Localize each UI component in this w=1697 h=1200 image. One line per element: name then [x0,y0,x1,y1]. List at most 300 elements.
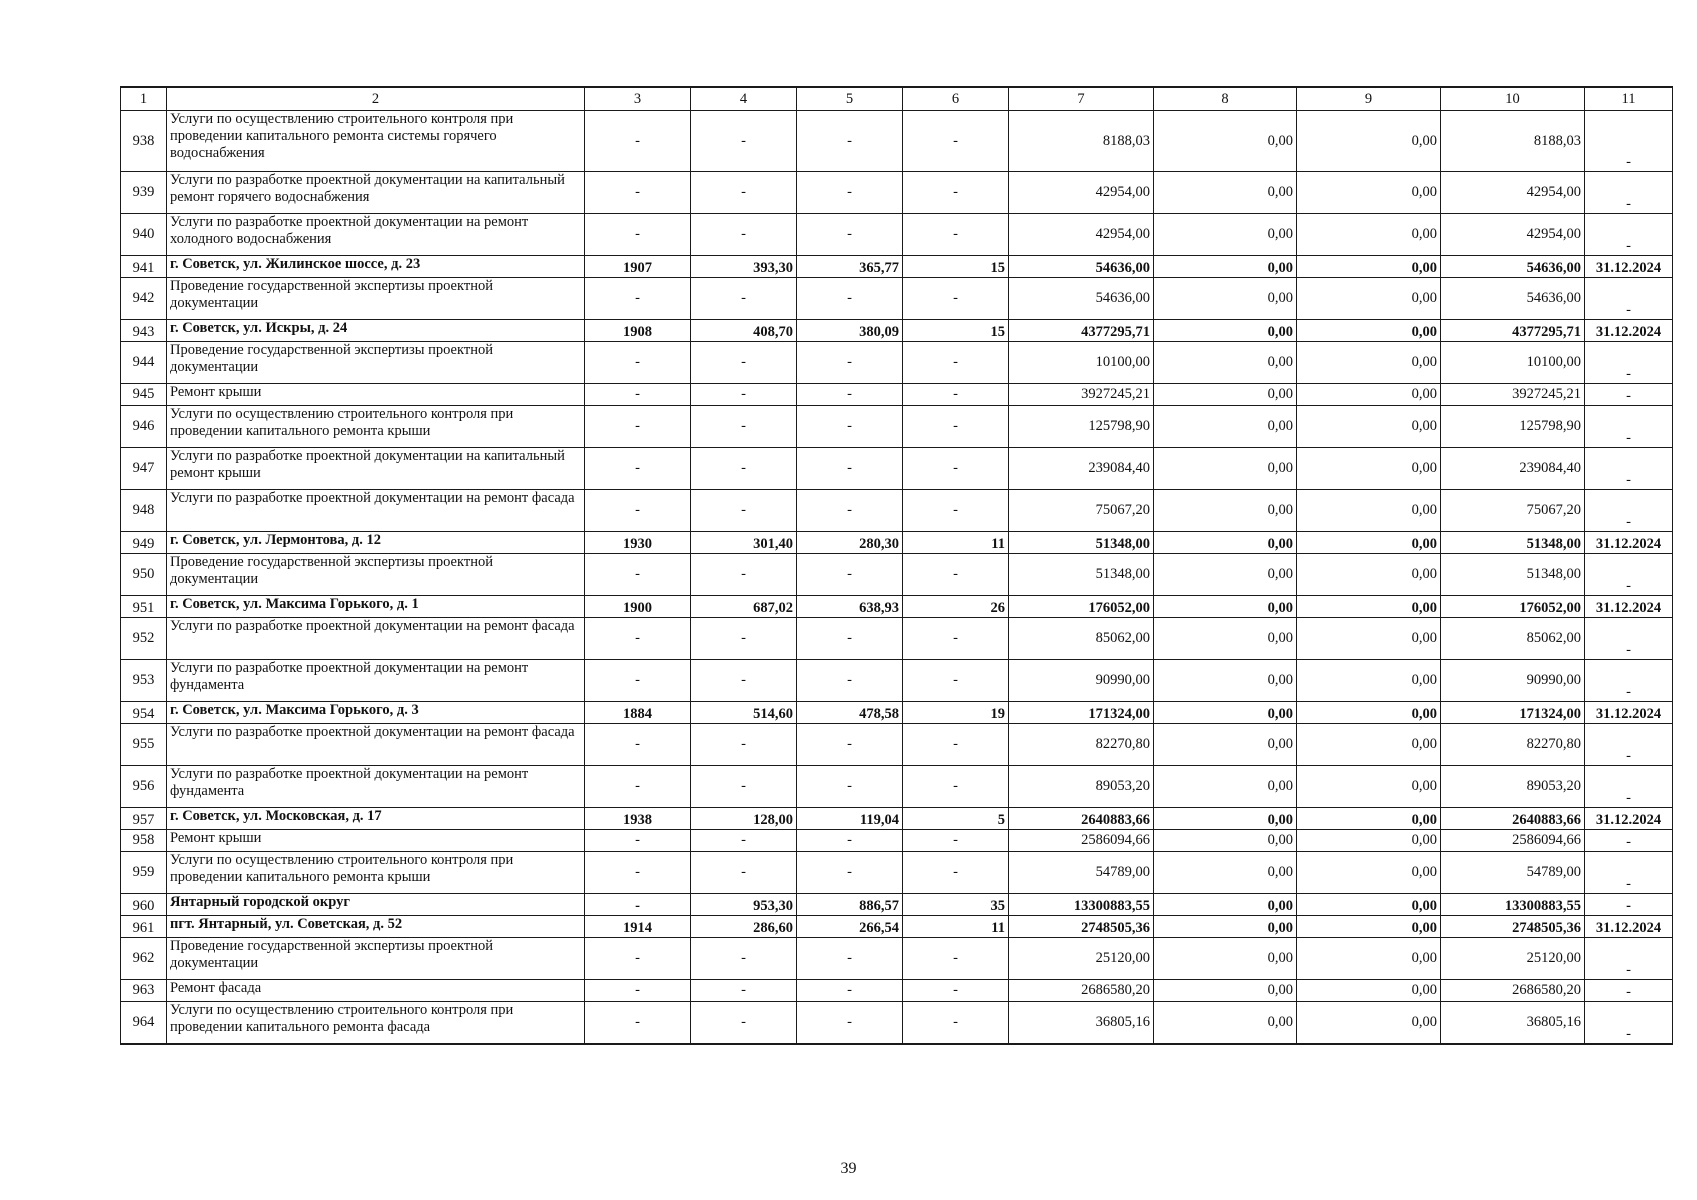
col-7-cell: 3927245,21 [1009,384,1154,406]
item-name-cell: Янтарный городской округ [167,894,585,916]
col-6-cell: 15 [903,320,1009,342]
col-10-cell: 125798,90 [1441,406,1585,448]
col-9-cell: 0,00 [1297,490,1441,532]
table-row [121,320,1673,342]
col-8-cell: 0,00 [1154,342,1297,384]
column-header: 5 [797,87,903,111]
item-name-cell: Услуги по осуществлению строительного контроля при проведении капитального ремонта крыши [167,852,585,894]
col-9-cell: 0,00 [1297,172,1441,214]
table-row [121,852,1673,894]
col-10-cell: 25120,00 [1441,938,1585,980]
col-9-cell: 0,00 [1297,894,1441,916]
col-9-cell: 0,00 [1297,406,1441,448]
col-3-cell: 1908 [585,320,691,342]
capital-repair-table [120,86,1673,1045]
col-5-cell: - [797,490,903,532]
col-8-cell: 0,00 [1154,1002,1297,1045]
col-8-cell: 0,00 [1154,660,1297,702]
item-name-cell: г. Советск, ул. Московская, д. 17 [167,808,585,830]
col-3-cell: 1900 [585,596,691,618]
col-6-cell: - [903,1002,1009,1045]
col-7-cell: 2586094,66 [1009,830,1154,852]
item-name-cell: Услуги по разработке проектной документации на ремонт фундамента [167,766,585,808]
col-5-cell: - [797,384,903,406]
col-5-cell: - [797,980,903,1002]
col-11-cell: - [1585,852,1673,894]
col-8-cell: 0,00 [1154,618,1297,660]
col-10-cell: 89053,20 [1441,766,1585,808]
col-4-cell: - [691,172,797,214]
col-9-cell: 0,00 [1297,980,1441,1002]
col-9-cell: 0,00 [1297,938,1441,980]
column-header: 4 [691,87,797,111]
col-9-cell: 0,00 [1297,702,1441,724]
col-4-cell: - [691,448,797,490]
col-5-cell: - [797,660,903,702]
col-8-cell: 0,00 [1154,894,1297,916]
item-name-cell: Услуги по разработке проектной документации на капитальный ремонт крыши [167,448,585,490]
col-7-cell: 4377295,71 [1009,320,1154,342]
col-6-cell: - [903,852,1009,894]
table-row [121,938,1673,980]
table-row [121,1002,1673,1045]
col-3-cell: - [585,384,691,406]
col-3-cell: - [585,660,691,702]
row-number-cell: 960 [121,894,167,916]
row-number-cell: 942 [121,278,167,320]
col-7-cell: 25120,00 [1009,938,1154,980]
table-row [121,532,1673,554]
item-name-cell: Услуги по разработке проектной документации на капитальный ремонт горячего водоснабжения [167,172,585,214]
col-9-cell: 0,00 [1297,830,1441,852]
col-5-cell: - [797,342,903,384]
col-4-cell: - [691,554,797,596]
item-name-cell: г. Советск, ул. Жилинское шоссе, д. 23 [167,256,585,278]
table-row [121,406,1673,448]
item-name-cell: г. Советск, ул. Максима Горького, д. 1 [167,596,585,618]
col-7-cell: 51348,00 [1009,554,1154,596]
col-6-cell: - [903,448,1009,490]
col-4-cell: - [691,342,797,384]
col-3-cell: 1907 [585,256,691,278]
col-4-cell: - [691,214,797,256]
item-name-cell: Ремонт крыши [167,830,585,852]
item-name-cell: Услуги по осуществлению строительного контроля при проведении капитального ремонта системы горячего водоснабжения [167,111,585,172]
item-name-cell: Услуги по разработке проектной документации на ремонт фасада [167,618,585,660]
table-row [121,256,1673,278]
col-8-cell: 0,00 [1154,554,1297,596]
item-name-cell: Услуги по разработке проектной документации на ремонт холодного водоснабжения [167,214,585,256]
col-3-cell: 1930 [585,532,691,554]
item-name-cell: Услуги по осуществлению строительного контроля при проведении капитального ремонта крыши [167,406,585,448]
col-8-cell: 0,00 [1154,980,1297,1002]
col-6-cell: 26 [903,596,1009,618]
col-10-cell: 42954,00 [1441,172,1585,214]
col-7-cell: 171324,00 [1009,702,1154,724]
row-number-cell: 947 [121,448,167,490]
col-11-cell: - [1585,980,1673,1002]
col-7-cell: 90990,00 [1009,660,1154,702]
column-header: 11 [1585,87,1673,111]
col-8-cell: 0,00 [1154,724,1297,766]
item-name-cell: г. Советск, ул. Лермонтова, д. 12 [167,532,585,554]
item-name-cell: пгт. Янтарный, ул. Советская, д. 52 [167,916,585,938]
col-5-cell: - [797,406,903,448]
col-7-cell: 8188,03 [1009,111,1154,172]
col-9-cell: 0,00 [1297,660,1441,702]
col-5-cell: 280,30 [797,532,903,554]
row-number-cell: 938 [121,111,167,172]
col-3-cell: - [585,938,691,980]
row-number-cell: 944 [121,342,167,384]
col-11-cell: - [1585,278,1673,320]
table-row [121,384,1673,406]
col-3-cell: - [585,406,691,448]
col-10-cell: 42954,00 [1441,214,1585,256]
col-8-cell: 0,00 [1154,490,1297,532]
item-name-cell: г. Советск, ул. Искры, д. 24 [167,320,585,342]
col-4-cell: - [691,938,797,980]
col-7-cell: 2686580,20 [1009,980,1154,1002]
row-number-cell: 952 [121,618,167,660]
col-9-cell: 0,00 [1297,724,1441,766]
col-10-cell: 8188,03 [1441,111,1585,172]
table-row [121,278,1673,320]
col-6-cell: - [903,490,1009,532]
row-number-cell: 941 [121,256,167,278]
col-7-cell: 85062,00 [1009,618,1154,660]
col-10-cell: 51348,00 [1441,554,1585,596]
col-11-cell: - [1585,214,1673,256]
col-5-cell: - [797,618,903,660]
col-11-cell: - [1585,766,1673,808]
item-name-cell: Проведение государственной экспертизы проектной документации [167,554,585,596]
col-3-cell: - [585,1002,691,1045]
col-7-cell: 2640883,66 [1009,808,1154,830]
col-11-cell: 31.12.2024 [1585,256,1673,278]
col-5-cell: - [797,830,903,852]
item-name-cell: Проведение государственной экспертизы проектной документации [167,938,585,980]
table-row [121,554,1673,596]
col-8-cell: 0,00 [1154,384,1297,406]
col-7-cell: 82270,80 [1009,724,1154,766]
col-4-cell: - [691,724,797,766]
col-6-cell: 35 [903,894,1009,916]
col-10-cell: 239084,40 [1441,448,1585,490]
col-5-cell: - [797,724,903,766]
col-10-cell: 51348,00 [1441,532,1585,554]
column-header: 6 [903,87,1009,111]
col-8-cell: 0,00 [1154,830,1297,852]
col-4-cell: 514,60 [691,702,797,724]
col-11-cell: - [1585,894,1673,916]
col-3-cell: - [585,766,691,808]
col-11-cell: - [1585,172,1673,214]
col-5-cell: - [797,938,903,980]
row-number-cell: 954 [121,702,167,724]
item-name-cell: Ремонт крыши [167,384,585,406]
col-6-cell: - [903,214,1009,256]
table-row [121,490,1673,532]
item-name-cell: Услуги по разработке проектной документации на ремонт фасада [167,724,585,766]
col-10-cell: 2686580,20 [1441,980,1585,1002]
col-8-cell: 0,00 [1154,702,1297,724]
col-5-cell: - [797,554,903,596]
col-8-cell: 0,00 [1154,766,1297,808]
col-10-cell: 54636,00 [1441,278,1585,320]
col-5-cell: - [797,852,903,894]
row-number-cell: 945 [121,384,167,406]
col-3-cell: - [585,111,691,172]
col-11-cell: - [1585,660,1673,702]
col-11-cell: - [1585,490,1673,532]
col-3-cell: - [585,554,691,596]
col-10-cell: 2640883,66 [1441,808,1585,830]
row-number-cell: 956 [121,766,167,808]
table-row [121,702,1673,724]
col-6-cell: - [903,554,1009,596]
column-header: 1 [121,87,167,111]
table-row [121,724,1673,766]
col-10-cell: 36805,16 [1441,1002,1585,1045]
col-10-cell: 13300883,55 [1441,894,1585,916]
row-number-cell: 959 [121,852,167,894]
col-4-cell: 953,30 [691,894,797,916]
table-row [121,342,1673,384]
col-9-cell: 0,00 [1297,111,1441,172]
table-row [121,618,1673,660]
col-8-cell: 0,00 [1154,916,1297,938]
col-8-cell: 0,00 [1154,320,1297,342]
col-7-cell: 36805,16 [1009,1002,1154,1045]
row-number-cell: 943 [121,320,167,342]
col-6-cell: - [903,618,1009,660]
column-header: 3 [585,87,691,111]
col-9-cell: 0,00 [1297,278,1441,320]
col-10-cell: 85062,00 [1441,618,1585,660]
col-10-cell: 10100,00 [1441,342,1585,384]
col-6-cell: - [903,980,1009,1002]
col-4-cell: - [691,618,797,660]
row-number-cell: 961 [121,916,167,938]
col-11-cell: - [1585,406,1673,448]
col-5-cell: 380,09 [797,320,903,342]
col-11-cell: - [1585,938,1673,980]
column-header: 2 [167,87,585,111]
col-6-cell: - [903,766,1009,808]
col-5-cell: 365,77 [797,256,903,278]
col-4-cell: - [691,852,797,894]
row-number-cell: 962 [121,938,167,980]
col-10-cell: 3927245,21 [1441,384,1585,406]
row-number-cell: 949 [121,532,167,554]
col-3-cell: - [585,724,691,766]
row-number-cell: 953 [121,660,167,702]
table-body [121,111,1673,1045]
col-11-cell: - [1585,618,1673,660]
col-9-cell: 0,00 [1297,448,1441,490]
row-number-cell: 939 [121,172,167,214]
col-10-cell: 171324,00 [1441,702,1585,724]
column-header: 7 [1009,87,1154,111]
col-6-cell: - [903,342,1009,384]
item-name-cell: Проведение государственной экспертизы проектной документации [167,342,585,384]
col-9-cell: 0,00 [1297,852,1441,894]
col-5-cell: 266,54 [797,916,903,938]
col-5-cell: - [797,278,903,320]
col-7-cell: 54636,00 [1009,256,1154,278]
row-number-cell: 964 [121,1002,167,1045]
col-5-cell: 478,58 [797,702,903,724]
col-6-cell: - [903,111,1009,172]
item-name-cell: Услуги по разработке проектной документации на ремонт фундамента [167,660,585,702]
col-8-cell: 0,00 [1154,938,1297,980]
col-7-cell: 239084,40 [1009,448,1154,490]
col-5-cell: - [797,214,903,256]
col-7-cell: 54789,00 [1009,852,1154,894]
col-10-cell: 176052,00 [1441,596,1585,618]
col-7-cell: 75067,20 [1009,490,1154,532]
col-8-cell: 0,00 [1154,448,1297,490]
col-11-cell: 31.12.2024 [1585,808,1673,830]
col-8-cell: 0,00 [1154,111,1297,172]
item-name-cell: Услуги по осуществлению строительного контроля при проведении капитального ремонта фасада [167,1002,585,1045]
col-7-cell: 10100,00 [1009,342,1154,384]
col-10-cell: 54636,00 [1441,256,1585,278]
table-row [121,172,1673,214]
col-3-cell: - [585,852,691,894]
col-8-cell: 0,00 [1154,852,1297,894]
item-name-cell: Ремонт фасада [167,980,585,1002]
col-3-cell: - [585,830,691,852]
col-6-cell: 15 [903,256,1009,278]
col-8-cell: 0,00 [1154,214,1297,256]
col-9-cell: 0,00 [1297,256,1441,278]
col-4-cell: - [691,111,797,172]
col-6-cell: 5 [903,808,1009,830]
col-7-cell: 54636,00 [1009,278,1154,320]
col-4-cell: 286,60 [691,916,797,938]
table-row [121,894,1673,916]
col-5-cell: - [797,766,903,808]
table-row [121,214,1673,256]
col-4-cell: 408,70 [691,320,797,342]
col-6-cell: - [903,830,1009,852]
col-5-cell: - [797,111,903,172]
col-7-cell: 42954,00 [1009,172,1154,214]
col-9-cell: 0,00 [1297,320,1441,342]
col-3-cell: - [585,980,691,1002]
col-4-cell: - [691,406,797,448]
col-7-cell: 176052,00 [1009,596,1154,618]
col-8-cell: 0,00 [1154,808,1297,830]
col-4-cell: 393,30 [691,256,797,278]
col-9-cell: 0,00 [1297,618,1441,660]
col-9-cell: 0,00 [1297,766,1441,808]
col-3-cell: - [585,278,691,320]
table-row [121,766,1673,808]
column-number-header-row [121,87,1673,111]
col-8-cell: 0,00 [1154,278,1297,320]
col-6-cell: - [903,384,1009,406]
col-10-cell: 82270,80 [1441,724,1585,766]
col-11-cell: - [1585,830,1673,852]
col-4-cell: - [691,1002,797,1045]
col-5-cell: - [797,448,903,490]
col-3-cell: 1884 [585,702,691,724]
col-6-cell: 11 [903,532,1009,554]
col-11-cell: 31.12.2024 [1585,916,1673,938]
col-9-cell: 0,00 [1297,808,1441,830]
col-8-cell: 0,00 [1154,172,1297,214]
col-5-cell: 638,93 [797,596,903,618]
col-10-cell: 2586094,66 [1441,830,1585,852]
col-9-cell: 0,00 [1297,532,1441,554]
col-4-cell: 128,00 [691,808,797,830]
col-3-cell: - [585,490,691,532]
table-row [121,808,1673,830]
col-4-cell: - [691,490,797,532]
col-6-cell: - [903,660,1009,702]
item-name-cell: г. Советск, ул. Максима Горького, д. 3 [167,702,585,724]
table-row [121,660,1673,702]
col-4-cell: 301,40 [691,532,797,554]
col-7-cell: 42954,00 [1009,214,1154,256]
item-name-cell: Услуги по разработке проектной документации на ремонт фасада [167,490,585,532]
col-11-cell: - [1585,111,1673,172]
col-3-cell: - [585,172,691,214]
row-number-cell: 946 [121,406,167,448]
column-header: 10 [1441,87,1585,111]
col-8-cell: 0,00 [1154,406,1297,448]
col-3-cell: - [585,214,691,256]
col-11-cell: 31.12.2024 [1585,320,1673,342]
row-number-cell: 963 [121,980,167,1002]
col-7-cell: 125798,90 [1009,406,1154,448]
col-6-cell: - [903,172,1009,214]
table-row [121,448,1673,490]
row-number-cell: 950 [121,554,167,596]
table-row [121,916,1673,938]
col-4-cell: - [691,660,797,702]
item-name-cell: Проведение государственной экспертизы проектной документации [167,278,585,320]
col-3-cell: - [585,342,691,384]
table-row [121,980,1673,1002]
col-9-cell: 0,00 [1297,214,1441,256]
col-10-cell: 4377295,71 [1441,320,1585,342]
col-5-cell: - [797,1002,903,1045]
col-8-cell: 0,00 [1154,532,1297,554]
row-number-cell: 957 [121,808,167,830]
col-6-cell: - [903,724,1009,766]
col-6-cell: - [903,406,1009,448]
col-9-cell: 0,00 [1297,1002,1441,1045]
col-10-cell: 75067,20 [1441,490,1585,532]
col-5-cell: - [797,172,903,214]
col-6-cell: 11 [903,916,1009,938]
col-6-cell: - [903,938,1009,980]
column-header: 9 [1297,87,1441,111]
col-6-cell: - [903,278,1009,320]
col-11-cell: - [1585,554,1673,596]
col-9-cell: 0,00 [1297,916,1441,938]
col-10-cell: 90990,00 [1441,660,1585,702]
col-4-cell: - [691,980,797,1002]
col-4-cell: - [691,766,797,808]
col-11-cell: - [1585,384,1673,406]
col-7-cell: 89053,20 [1009,766,1154,808]
col-4-cell: - [691,278,797,320]
